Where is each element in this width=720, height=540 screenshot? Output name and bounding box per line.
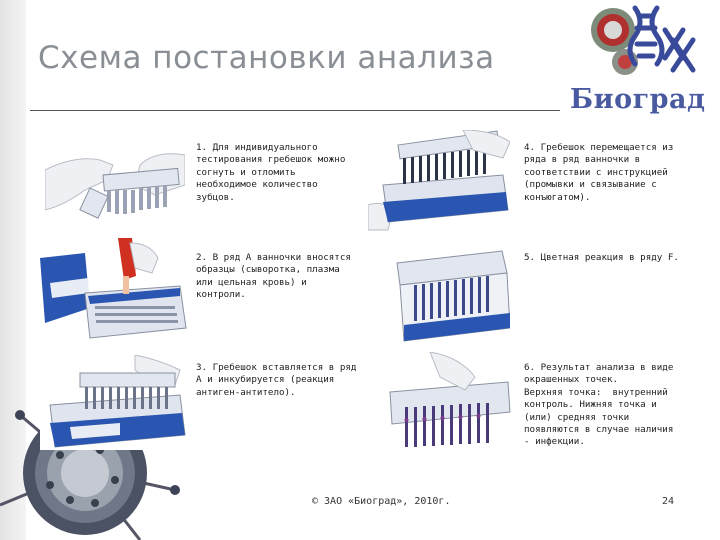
logo-text: Биоград <box>570 84 706 115</box>
photo-step-2 <box>40 238 188 343</box>
copyright-footer: © ЗАО «Биоград», 2010г. <box>312 496 451 507</box>
page-number: 24 <box>662 496 675 507</box>
photo-step-1 <box>45 130 185 230</box>
photo-step-6 <box>380 352 512 457</box>
photo-step-5 <box>392 243 510 343</box>
photo-step-4 <box>368 130 510 235</box>
step-3-text: 3. Гребешок вставляется в ряд А и инкубируется (реакция антиген-антитело). <box>196 362 357 398</box>
photo-step-3 <box>40 355 188 450</box>
step-5-text: 5. Цветная реакция в ряду F. <box>524 252 679 263</box>
step-1-text: 1. Для индивидуального тестирования гребешок можно согнуть и отломить необходимое количество зубцов. <box>196 142 346 203</box>
step-4-text: 4. Гребешок перемещается из ряда в ряд ванночки в соответствии с инструкцией (промывки и связывание с конъюгатом). <box>524 142 674 203</box>
step-2-text: 2. В ряд А ванночки вносятся образцы (сыворотка, плазма или цельная кровь) и контроли. <box>196 252 351 301</box>
slide-title: Схема постановки анализа <box>38 40 495 76</box>
title-underline <box>30 110 560 111</box>
step-6-text: 6. Результат анализа в виде окрашенных точек. Верхняя точка: внутренний контроль. Нижняя точка и (или) средняя точки появляются в случае наличия - инфекции. <box>524 362 674 448</box>
